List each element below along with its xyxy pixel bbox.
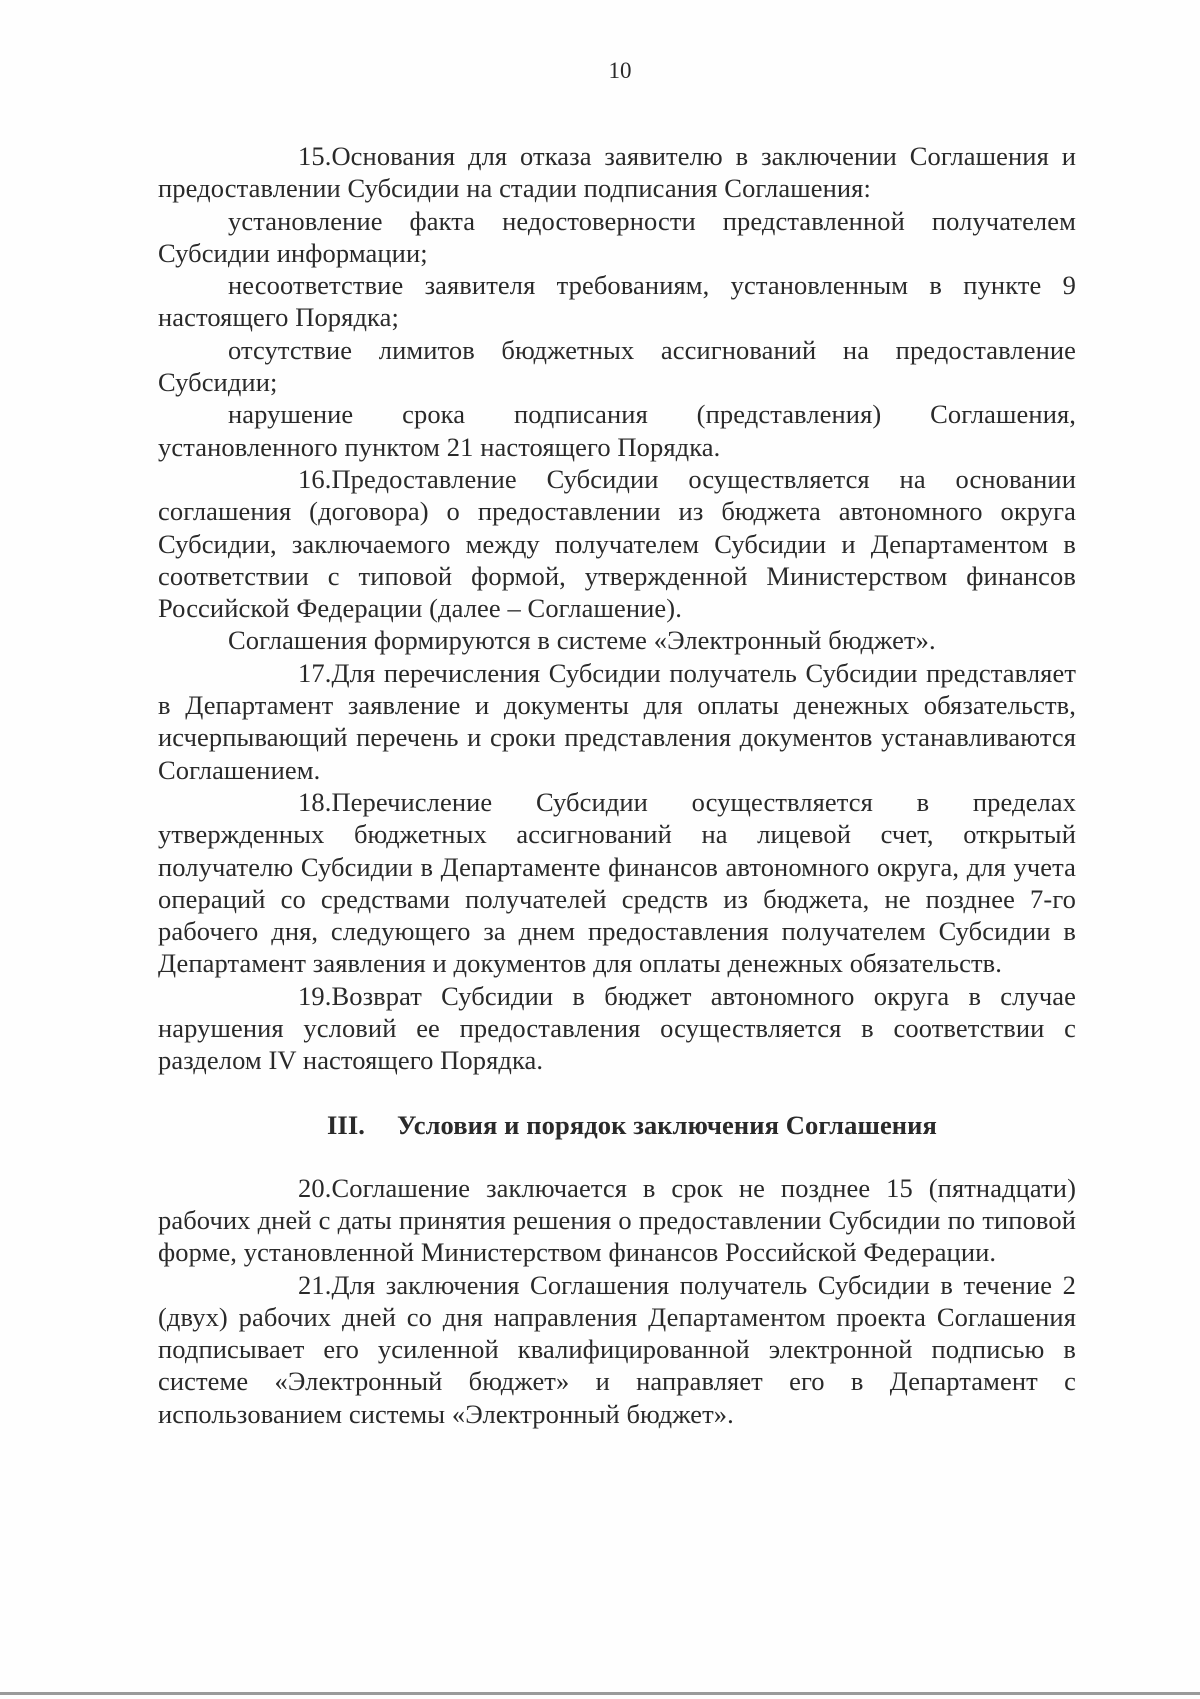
document-body	[158, 140, 1076, 1430]
section-roman-numeral: III.	[327, 1109, 365, 1140]
paragraph-19	[158, 980, 1076, 1077]
paragraph-15-reason-3	[158, 334, 1076, 399]
scan-edge-line	[0, 1692, 1200, 1695]
item-text: установление факта недостоверности представленной получателем Субсидии информации;	[158, 205, 1076, 268]
item-number: 21.	[298, 1269, 332, 1300]
item-text: нарушение срока подписания (представления) Соглашения, установленного пунктом 21 настоящего Порядка.	[158, 399, 1076, 462]
item-text: Соглашение заключается в срок не позднее 15 (пятнадцати) рабочих дней с даты принятия решения о предоставлении Субсидии по типовой форме, установленной Министерством финансов Российской Федерации.	[158, 1172, 1076, 1268]
paragraph-15-reason-2	[158, 269, 1076, 334]
item-text: Основания для отказа заявителю в заключении Соглашения и предоставлении Субсидии на стадии подписания Соглашения:	[158, 141, 1076, 204]
paragraph-20	[158, 1172, 1076, 1269]
item-number: 16.	[298, 463, 332, 494]
item-text: несоответствие заявителя требованиям, установленным в пункте 9 настоящего Порядка;	[158, 270, 1076, 333]
paragraph-15	[158, 140, 1076, 205]
paragraph-18	[158, 786, 1076, 980]
item-number: 17.	[298, 657, 332, 688]
page-number: 10	[608, 58, 632, 83]
item-text: Возврат Субсидии в бюджет автономного округа в случае нарушения условий ее предоставления осуществляется в соответствии с разделом IV настоящего Порядка.	[158, 980, 1076, 1076]
item-text: Соглашения формируются в системе «Электронный бюджет».	[228, 625, 936, 656]
paragraph-15-reason-4	[158, 398, 1076, 463]
item-text: Для заключения Соглашения получатель Субсидии в течение 2 (двух) рабочих дней со дня направления Департаментом проекта Соглашения подписывает его усиленной квалифицированной электронной подписью в системе «Электронный бюджет» и направляет его в Департамент с использованием системы «Электронный бюджет».	[158, 1269, 1076, 1429]
paragraph-17	[158, 657, 1076, 786]
item-number: 15.	[298, 141, 332, 171]
paragraph-16	[158, 463, 1076, 624]
item-number: 19.	[298, 980, 332, 1011]
section-heading	[158, 1108, 1076, 1142]
section-title: Условия и порядок заключения Соглашения	[397, 1109, 937, 1140]
item-text: отсутствие лимитов бюджетных ассигнований на предоставление Субсидии;	[158, 334, 1076, 398]
item-text: Для перечисления Субсидии получатель Субсидии представляет в Департамент заявление и документы для оплаты денежных обязательств, исчерпывающий перечень и сроки представления документов устанавливаются Соглашением.	[158, 657, 1076, 785]
item-number: 20.	[298, 1172, 332, 1203]
paragraph-21	[158, 1269, 1076, 1430]
paragraph-15-reason-1	[158, 205, 1076, 270]
item-number: 18.	[298, 786, 332, 817]
item-text: Предоставление Субсидии осуществляется на основании соглашения (договора) о предоставлении из бюджета автономного округа Субсидии, заключаемого между получателем Субсидии и Департаментом в соответствии с типовой формой, утвержденной Министерством финансов Российской Федерации (далее – Соглашение).	[158, 463, 1076, 624]
item-text: Перечисление Субсидии осуществляется в пределах утвержденных бюджетных ассигнований на лицевой счет, открытый получателю Субсидии в Департаменте финансов автономного округа, для учета операций со средствами получателей средств из бюджета, не позднее 7-го рабочего дня, следующего за днем предоставления получателем Субсидии в Департамент заявления и документов для оплаты денежных обязательств.	[158, 786, 1076, 979]
paragraph-16-note	[158, 624, 1076, 656]
